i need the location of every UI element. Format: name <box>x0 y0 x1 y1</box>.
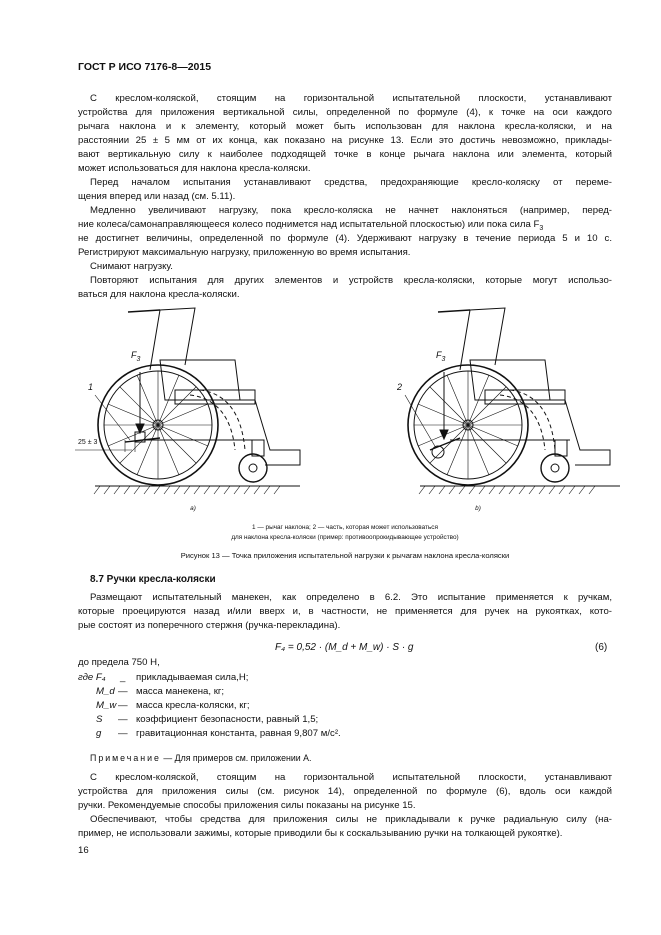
paragraph-line: расстоянии 25 ± 5 мм от их конца, как показано на рисунке 13. Если это достичь невозможно, приклады- <box>78 135 612 146</box>
note <box>90 753 311 763</box>
definition-dash: — <box>118 714 128 725</box>
subfigure-label-b: b) <box>475 505 481 512</box>
paragraph-line: Обеспечивают, чтобы средства для приложения силы не прикладывали к ручке радиальную силу (на- <box>90 814 612 825</box>
note-text: — Для примеров см. приложении А. <box>160 753 312 763</box>
paragraph-line: Регистрируют максимальную нагрузку, приложенную во время испытания. <box>78 247 411 258</box>
definition-dash: — <box>118 700 128 711</box>
definition-dash: — <box>118 728 128 739</box>
dimension-label: 25 ± 3 <box>78 439 98 446</box>
paragraph-line: ваться для наклона кресла-коляски. <box>78 289 240 300</box>
note-label: Примечание <box>90 753 161 763</box>
definition-text: гравитационная константа, равная 9,807 м/с². <box>136 728 341 739</box>
paragraph-line: Перед началом испытания устанавливают средства, предохраняющие кресло-коляску от переме- <box>90 177 612 188</box>
paragraph-line: Повторяют испытания для других элементов и устройств кресла-коляски, которые могут использо- <box>90 275 612 286</box>
definition-dash: _ <box>120 672 126 683</box>
formula-number: (6) <box>595 642 608 653</box>
figure-label-f3-b: $F_3$ <box>436 350 446 363</box>
figure-label-1: 1 <box>88 382 94 392</box>
definition-symbol: где F₄ <box>78 672 106 683</box>
paragraph-line: ние колеса/самонаправляющееся колесо поднимется над испытательной плоскостью) или пока сила $F_3$ <box>78 219 544 232</box>
paragraph-line: устройства для приложения вертикальной силы, определенной по формуле (4), к точке на оси каждого <box>78 107 612 118</box>
figure-13-drawing <box>0 300 661 540</box>
wheelchair-a <box>75 308 300 494</box>
paragraph-line: устройства для приложения силы (см. рисунок 14), определенной по формуле (6), вдоль оси каждой <box>78 786 612 797</box>
paragraph-line: рые состоят из поперечного стержня (ручка-перекладина). <box>78 620 341 631</box>
definition-text: коэффициент безопасности, равный 1,5; <box>136 714 319 725</box>
paragraph-line: вают вертикальную силу к наиболее подходящей точке в конце рычага наклона или элемента, который <box>78 149 612 160</box>
paragraph-line: пример, не использовали зажимы, которые приводили бы к соскальзыванию ручки на толкающей рукоятке). <box>78 828 563 839</box>
subfigure-label-a: a) <box>190 505 196 512</box>
definition-symbol: M_w <box>96 700 117 711</box>
definition-dash: — <box>118 686 128 697</box>
figure-legend-line: для наклона кресла-коляски (пример: противоопрокидывающее устройство) <box>231 534 459 541</box>
section-title: 8.7 Ручки кресла-коляски <box>90 574 216 585</box>
definition-symbol: M_d <box>96 686 115 697</box>
paragraph-line: может использоваться для наклона кресла-коляски. <box>78 163 311 174</box>
figure-caption: Рисунок 13 — Точка приложения испытательной нагрузки к рычагам наклона кресла-коляски <box>180 551 510 560</box>
figure-label-2: 2 <box>397 382 403 392</box>
paragraph-line: С креслом-коляской, стоящим на горизонтальной испытательной плоскости, устанавливают <box>90 93 612 104</box>
paragraph-line: рычага наклона и к элементу, который может быть использован для наклона кресла-коляски, и на <box>78 121 612 132</box>
paragraph-line: щения вперед или назад (см. 5.11). <box>78 191 236 202</box>
document-header: ГОСТ Р ИСО 7176-8—2015 <box>78 61 212 73</box>
paragraph-line: не достигнет величины, определенной по формуле (4). Удерживают нагрузку в течение периода 5 и 10 с. <box>78 233 612 244</box>
definition-text: масса кресла-коляски, кг; <box>136 700 250 711</box>
formula-6: F₄ = 0,52 · (M_d + M_w) · S · g <box>275 642 414 653</box>
paragraph-line: до предела 750 Н, <box>78 657 160 668</box>
definition-text: прикладываемая сила,Н; <box>136 672 249 683</box>
definition-text: масса манекена, кг; <box>136 686 225 697</box>
paragraph-line: которые проецируются назад и/или вверх и, в частности, не применяется для ручек на рукоятках, кото- <box>78 606 612 617</box>
figure-legend-line: 1 — рычаг наклона; 2 — часть, которая может использоваться <box>252 524 438 531</box>
paragraph-line: ручки. Рекомендуемые способы приложения силы показаны на рисунке 15. <box>78 800 416 811</box>
paragraph-line: Размещают испытательный манекен, как определено в 6.2. Это испытание применяется к ручкам, <box>90 592 612 603</box>
definition-symbol: S <box>96 714 103 725</box>
figure-label-f3-a: $F_3$ <box>131 350 141 363</box>
page-number: 16 <box>78 845 89 856</box>
definition-symbol: g <box>96 728 102 739</box>
paragraph-line: С креслом-коляской, стоящим на горизонтальной испытательной плоскости, устанавливают <box>90 772 612 783</box>
paragraph-line: Снимают нагрузку. <box>90 261 173 272</box>
wheelchair-b <box>405 308 620 494</box>
paragraph-line: Медленно увеличивают нагрузку, пока кресло-коляска не начнет наклоняться (например, перед- <box>90 205 612 216</box>
